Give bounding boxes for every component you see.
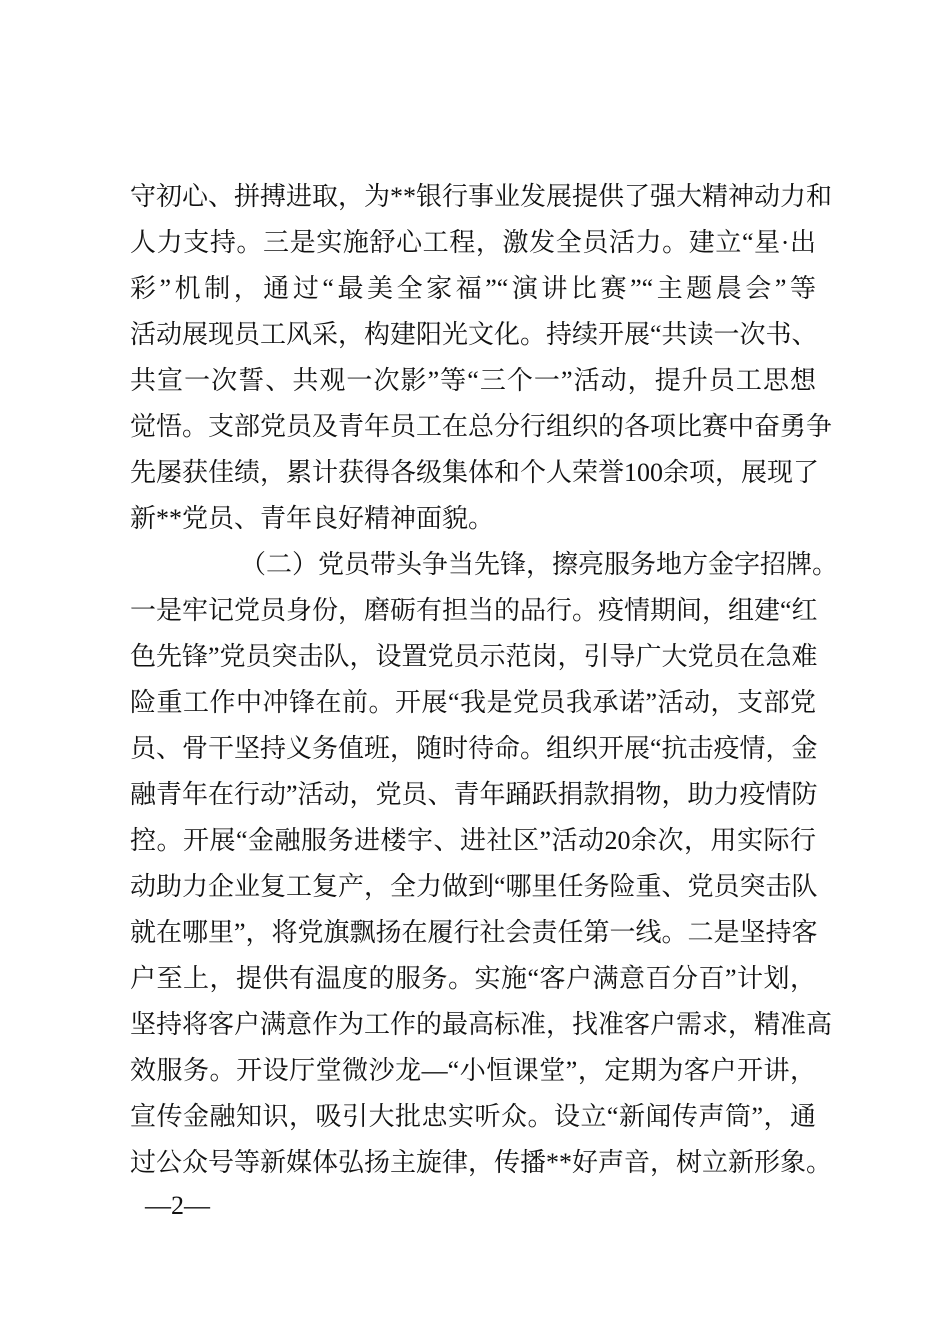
text-line: 险重工作中冲锋在前。开展“我是党员我承诺”活动，支部党 (130, 688, 816, 717)
text-line: 户至上，提供有温度的服务。实施“客户满意百分百”计划， (130, 964, 816, 993)
text-line: 一是牢记党员身份，磨砺有担当的品行。疫情期间，组建“红 (130, 596, 818, 625)
text-line: 觉悟。支部党员及青年员工在总分行组织的各项比赛中奋勇争 (130, 412, 833, 441)
page-number: —2— (145, 1191, 210, 1220)
text-line: 先屡获佳绩，累计获得各级集体和个人荣誉100余项，展现了 (130, 458, 820, 487)
section-heading: （二）党员带头争当先锋，擦亮服务地方金字招牌。 (240, 550, 839, 579)
text-line: 过公众号等新媒体弘扬主旋律，传播**好声音，树立新形象。 (130, 1148, 833, 1177)
text-line: 活动展现员工风采，构建阳光文化。持续开展“共读一次书、 (130, 320, 818, 349)
text-line: 动助力企业复工复产，全力做到“哪里任务险重、党员突击队 (130, 872, 818, 901)
text-line: 守初心、拼搏进取，为**银行事业发展提供了强大精神动力和 (130, 182, 833, 211)
text-line: 就在哪里”，将党旗飘扬在履行社会责任第一线。二是坚持客 (130, 918, 818, 947)
text-line: 控。开展“金融服务进楼宇、进社区”活动20余次，用实际行 (130, 826, 816, 855)
text-line: 坚持将客户满意作为工作的最高标准，找准客户需求，精准高 (130, 1010, 833, 1039)
text-line: 员、骨干坚持义务值班，随时待命。组织开展“抗击疫情，金 (130, 734, 818, 763)
text-line: 人力支持。三是实施舒心工程，激发全员活力。建立“星·出 (130, 228, 816, 257)
text-line: 新**党员、青年良好精神面貌。 (130, 504, 495, 533)
text-line: 色先锋”党员突击队，设置党员示范岗，引导广大党员在急难 (130, 642, 818, 671)
text-line: 共宣一次誓、共观一次影”等“三个一”活动，提升员工思想 (130, 366, 816, 395)
text-line: 效服务。开设厅堂微沙龙—“小恒课堂”，定期为客户开讲， (130, 1056, 816, 1085)
text-line: 融青年在行动”活动，党员、青年踊跃捐款捐物，助力疫情防 (130, 780, 818, 809)
text-line: 彩”机制，通过“最美全家福”“演讲比赛”“主题晨会”等 (130, 274, 816, 303)
text-line: 宣传金融知识，吸引大批忠实听众。设立“新闻传声筒”，通 (130, 1102, 816, 1131)
